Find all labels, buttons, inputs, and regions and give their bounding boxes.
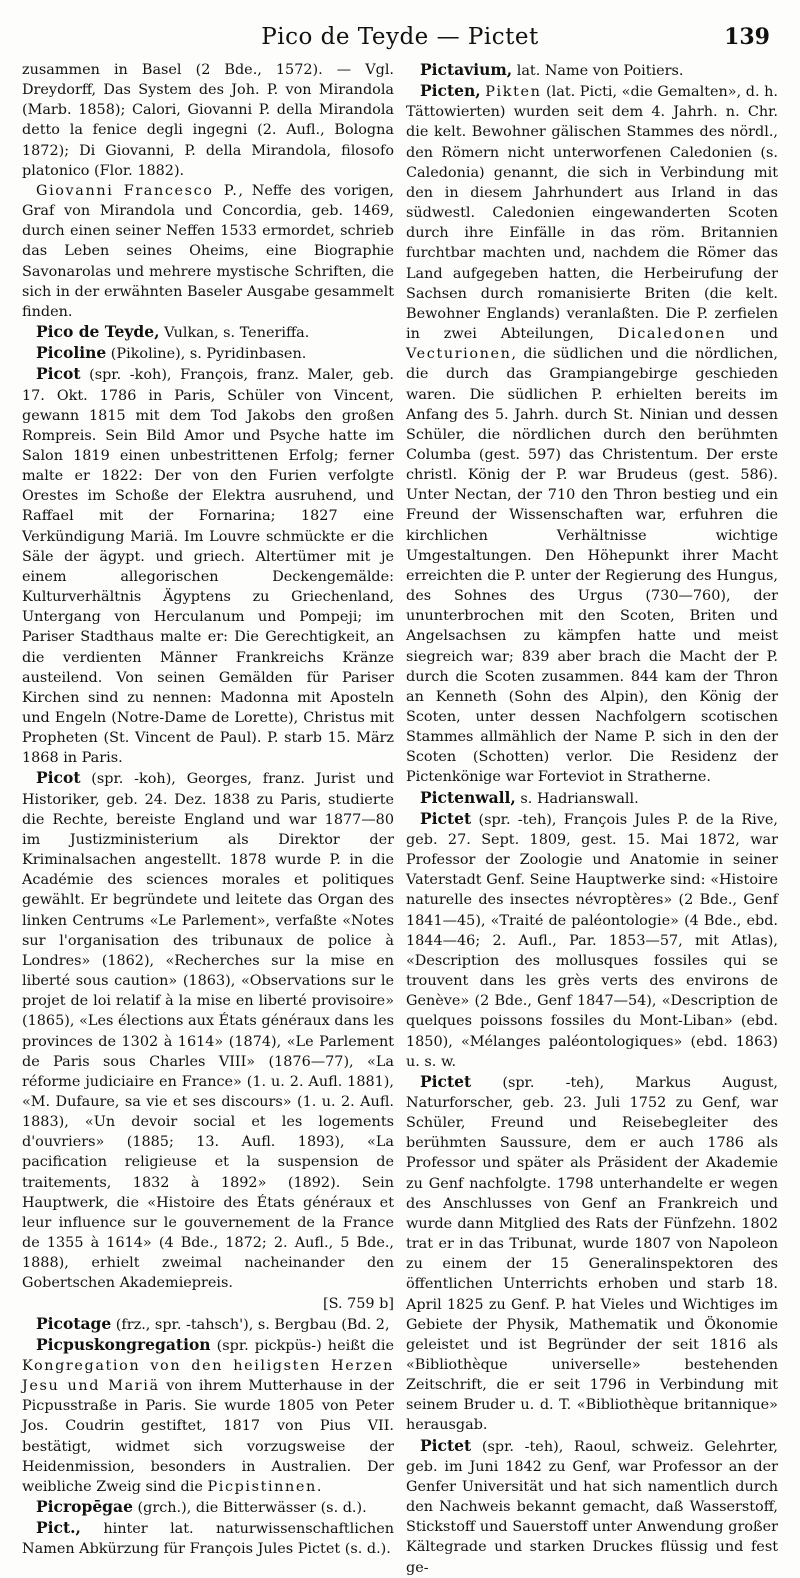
entry bbox=[22, 1497, 394, 1518]
entry-text: hinter lat. naturwissenschaftlichen Namen Abkürzung für François Jules Pictet (s. d.). bbox=[22, 1521, 394, 1558]
entry bbox=[22, 1335, 394, 1497]
entry-spaced-text: Dicaledonen bbox=[617, 326, 727, 343]
paragraph bbox=[22, 181, 394, 322]
entry bbox=[22, 1518, 394, 1559]
entry-headword: Pictet bbox=[420, 1435, 472, 1455]
page-number: 139 bbox=[724, 24, 770, 50]
entry bbox=[22, 322, 394, 343]
entry-text: (spr. -teh), Markus August, Naturforscher, geb. 23. Juli 1752 zu Genf, war Schüler, Freund und Reisebegleiter des berühmten Saussure, dem er auch 1786 als Professor und später als Präsident der Akademie zu Genf nachfolgte. 1798 unterhandelte er wegen des Anschlusses von Genf an Frankreich und wurde dann Mitglied des Rats der Fünfzehn. 1802 trat er in das Tribunat, wurde 1807 von Napoleon zu einem der 15 Generalinspektoren des öffentlichen Unterrichts erhoben und starb 18. April 1825 zu Genf. P. hat Vieles und Wichtiges im Gebiete der Physik, Mathematik und Ökonomie geleistet und ist Begründer der seit 1816 als «Bibliothèque universelle» bestehenden Zeitschrift, die er seit 1796 in Verbindung mit seinem Bruder u. d. T. «Bibliothèque britannique» herausgab. bbox=[406, 1074, 778, 1434]
source-marker: [S. 759 b] bbox=[323, 1295, 394, 1312]
entry-headword: Picot bbox=[36, 364, 81, 384]
entry-spaced-text: Vecturionen bbox=[406, 346, 512, 363]
entry bbox=[22, 1314, 394, 1335]
person-name: Giovanni Francesco P. bbox=[36, 182, 239, 199]
entry-text: (Pikoline), s. Pyridinbasen. bbox=[106, 346, 307, 363]
entry bbox=[406, 60, 778, 81]
entry-headword: Pictenwall, bbox=[420, 787, 516, 807]
entry-headword: Picotage bbox=[36, 1313, 112, 1333]
entry-text: und bbox=[726, 326, 779, 343]
entry bbox=[22, 364, 394, 768]
entry bbox=[22, 343, 394, 364]
entry bbox=[406, 1436, 778, 1578]
entry-text: (grch.), die Bitterwässer (s. d.). bbox=[132, 1500, 367, 1517]
entry-headword: Pictavium, bbox=[420, 60, 513, 79]
text-columns bbox=[22, 60, 778, 1578]
entry-text: , die südlichen und die nördlichen, die durch das Grampiangebirge geschieden waren. Die südlichen P. erhielten bereits im Anfang des 5. Jahrh. durch St. Ninian und dessen Schüler, die nördlichen durch den berühmten Columba (gest. 597) das Christentum. Der erste christl. König der P. war Brudeus (gest. 586). Unter Nectan, der 710 den Thron bestieg und ein Freund der Wissenschaften war, erfuhren die kirchlichen Verhältnisse wichtige Umgestaltungen. Den Höhepunkt ihrer Macht erreichten die P. unter der Regierung des Hungus, des Sohnes des Urgus (730—760), der ununterbrochen mit den Scoten, Briten und Angelsachsen zu kämpfen hatte und meist siegreich war; 839 aber brach die Macht der P. durch die Scoten zusammen. 844 kam der Thron an Kenneth (Sohn des Alpin), den König der Scoten, unter dessen Nachfolgern scotischen Stammes allmählich der Name P. sich in den der Scoten (Schotten) verlor. Die Residenz der Pictenkönige war Forteviot in Stratherne. bbox=[406, 346, 778, 786]
entry-headword: Picot bbox=[36, 768, 81, 788]
entry-headword: Picten, bbox=[420, 81, 481, 101]
entry-text: lat. Name von Poitiers. bbox=[512, 63, 684, 79]
entry-text: s. Hadrianswall. bbox=[515, 790, 639, 807]
entry bbox=[406, 1072, 778, 1436]
entry-headword: Pictet bbox=[420, 808, 472, 828]
entry-text: (spr. pickpüs-) heißt die bbox=[210, 1337, 394, 1354]
entry-text: . bbox=[316, 1478, 322, 1495]
entry-text: (spr. -teh), François Jules P. de la Rive, geb. 27. Sept. 1809, gest. 15. Mai 1872, war Professor der Zoologie und Anatomie in seiner Vaterstadt Genf. Seine Hauptwerke sind: «Histoire naturelle des insectes névroptères» (2 Bde., Genf 1841—45), «Traité de paléontologie» (4 Bde., ebd. 1844—46; 2. Aufl., Par. 1853—57, mit Atlas), «Description des mollusques fossiles qui se trouvent dans les grès verts des environs de Genève» (2 Bde., Genf 1847—54), «Description de quelques poissons fossiles du Mont-Liban» (ebd. 1850), «Mélanges paléontologiques» (ebd. 1863) u. s. w. bbox=[406, 811, 778, 1070]
entry-headword: Pict., bbox=[36, 1518, 81, 1538]
entry-text: (spr. -teh), Raoul, schweiz. Gelehrter, geb. im Juni 1842 zu Genf, war Professor an der Genfer Universität und hat sich namentlich durch den Nachweis bekannt gemacht, daß Wasserstoff, Stickstoff und Sauerstoff unter Anwendung großer Kältegrade und starken Druckes flüssig und fest ge- bbox=[406, 1438, 778, 1576]
entry-headword: Picropēgae bbox=[36, 1497, 133, 1517]
entry-headword: Pictet bbox=[420, 1071, 472, 1091]
entry-text: (spr. -koh), François, franz. Maler, geb. 17. Okt. 1786 in Paris, Schüler von Vincent, gewann 1815 mit dem Tod Jakobs den großen Rompreis. Sein Bild Amor und Psyche hatte im Salon 1819 einen unbestrittenen Erfolg; ferner malte er 1822: Der von den Furien verfolgte Orestes im Schoße der Elektra ausruhend, und Raffael mit der Fornarina; 1827 eine Verkündigung Mariä. Im Louvre schmückte er die Säle der ägypt. und griech. Altertümer mit je einem allegorischen Deckengemälde: Kulturverhältnis Ägyptens zu Griechenland, Untergang von Herculanum und Pompeji; im Pariser Stadthaus malte er: Die Gerechtigkeit, an die verdienten Männer Frankreichs Kränze austeilend. Von seinen Gemälden für Pariser Kirchen sind zu nennen: Madonna mit Aposteln und Engeln (Notre-Dame de Lorette), Christus mit Propheten (St. Vincent de Paul). P. starb 15. März 1868 in Paris. bbox=[22, 367, 394, 767]
entry-text: Vulkan, s. Teneriffa. bbox=[159, 325, 310, 342]
paragraph bbox=[22, 60, 394, 181]
entry-text: (frz., spr. -tahsch'), s. Bergbau (Bd. 2, bbox=[111, 1316, 390, 1333]
entry bbox=[406, 809, 778, 1072]
entry bbox=[22, 768, 394, 1313]
entry-spaced-text: Picpistinnen bbox=[207, 1478, 317, 1495]
running-head bbox=[22, 14, 778, 60]
entry bbox=[406, 81, 778, 787]
entry-headword: Picpuskongregation bbox=[36, 1334, 211, 1354]
entry-text: von ihrem Mutterhause in der Picpusstraße in Paris. Sie wurde 1805 von Peter Jos. Coudrin gestiftet, 1817 von Pius VII. bestätigt, widmet sich vorzugsweise der Heidenmission, besonders in Australien. Der weibliche Zweig sind die bbox=[22, 1378, 394, 1495]
paragraph-text: zusammen in Basel (2 Bde., 1572). — Vgl. Dreydorff, Das System des Joh. P. von Mirandola (Marb. 1858); Calori, Giovanni P. della Mirandola detto la fenice degli ingegni (2. Aufl., Bologna 1872); Di Giovanni, P. della Mirandola, filosofo platonico (Flor. 1882). bbox=[22, 62, 394, 179]
entry bbox=[406, 788, 778, 809]
left-column bbox=[22, 60, 394, 1578]
paragraph-text: , Neffe des vorigen, Graf von Mirandola und Concordia, geb. 1469, durch einen seiner Neffen 1533 ermordet, schrieb das Leben seines Oheims, eine Biographie Savonarolas und mehrere mystische Schriften, die sich in der erwähnten Baseler Ausgabe gesammelt finden. bbox=[22, 182, 394, 320]
entry-text: (lat. Picti, «die Gemalten», d. h. Tättowierten) wurden seit dem 4. Jahrh. n. Chr. die kelt. Bewohner gälischen Stammes des nördl., den Römern nicht unterworfenen Caledonien (s. Caledonia) genannt, die sich in Verbindung mit den in diesem Jahrhundert aus Irland in das südwestl. Caledonien eingewanderten Scoten durch ihre Einfälle in das röm. Britannien furchtbar machten und, nachdem die Römer das Land aufgegeben hatten, die Herbeirufung der Sachsen durch romanisierte Briten (die kelt. Bewohner Englands) veranlaßten. Die P. zerfielen in zwei Abteilungen, bbox=[406, 84, 778, 343]
right-column bbox=[406, 60, 778, 1578]
entry-headword: Picoline bbox=[36, 343, 107, 363]
entry-spaced-text: Kongregation von den heiligsten Herzen Jesu und Mariä bbox=[22, 1358, 394, 1395]
running-title: Pico de Teyde — Pictet bbox=[261, 24, 539, 50]
entry-headword: Pico de Teyde, bbox=[36, 322, 160, 342]
entry-spaced-text: Pikten bbox=[485, 84, 542, 101]
entry-text: (spr. -koh), Georges, franz. Jurist und Historiker, geb. 24. Dez. 1838 zu Paris, studierte die Rechte, bereiste England und war 1877—80 im Justizministerium als Direktor der Kriminalsachen angestellt. 1878 wurde P. in die Académie des sciences morales et politiques gewählt. Er begründete und leitete das Organ des linken Centrums «Le Parlement», verfaßte «Notes sur l'organisation des tribunaux de police à Londres» (1862), «Recherches sur la mise en liberté sous caution» (1863), «Observations sur le projet de loi relatif à la mise en liberté provisoire» (1865), «Les élections aux États généraux dans les provinces de 1302 à 1614» (1874), «Le Parlement de Paris sous Charles VIII» (1876—77), «La réforme judiciaire en France» (1. u. 2. Aufl. 1881), «M. Dufaure, sa vie et ses discours» (1. u. 2. Aufl. 1883), «Un devoir social et les logements d'ouvriers» (1885; 13. Aufl. 1893), «La pacification religieuse et la suspension de traitements, 1832 à 1892» (1892). Sein Hauptwerk, die «Histoire des États généraux et leur influence sur le gouvernement de la France de 1355 à 1614» (4 Bde., 1872; 2. Aufl., 5 Bde., 1888), erhielt zweimal nacheinander den Gobertschen Akademiepreis. bbox=[22, 771, 394, 1292]
